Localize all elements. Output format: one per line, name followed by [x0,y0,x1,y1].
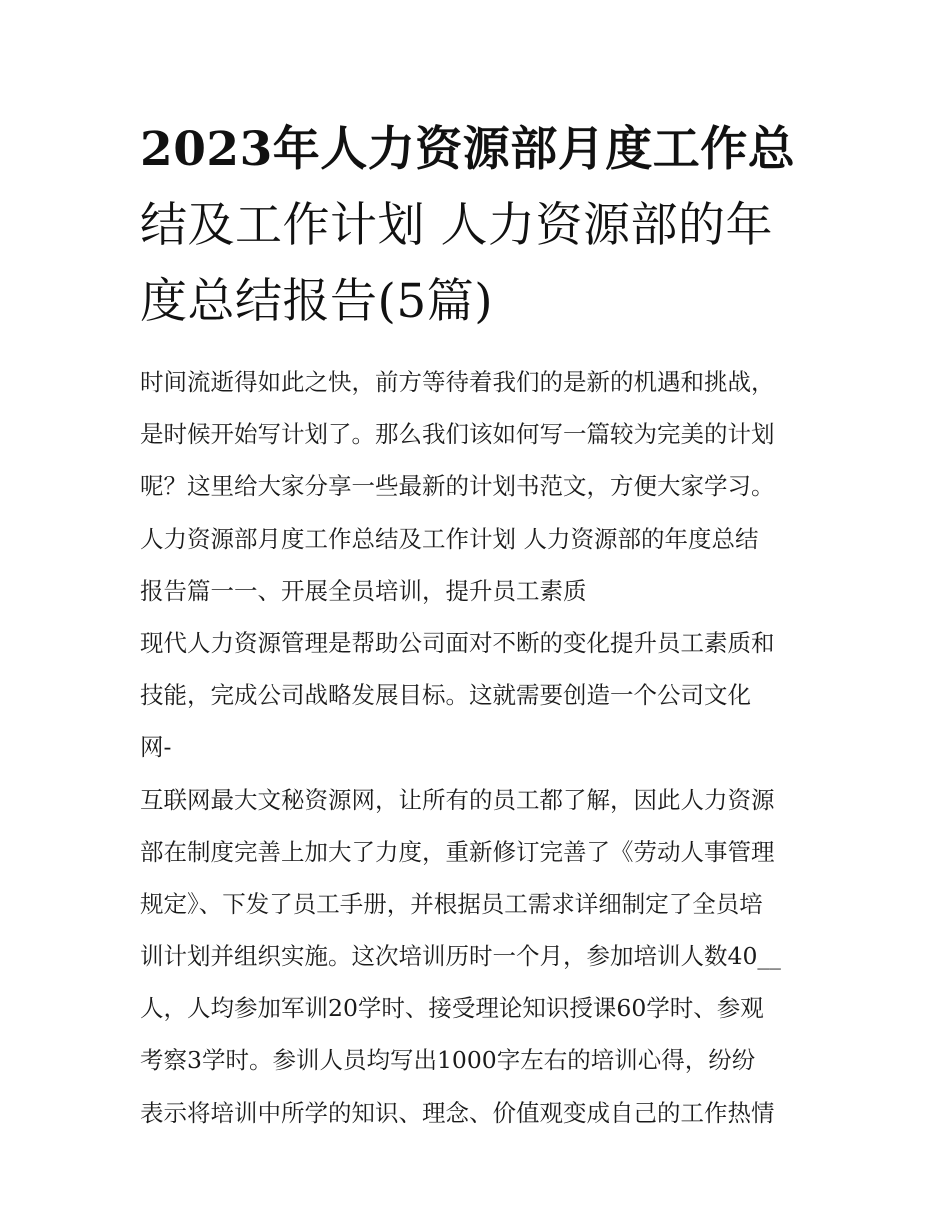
body-line-5: 报告篇一一、开展全员培训，提升员工素质 [140,576,587,605]
body-line-15: 表示将培训中所学的知识、理念、价值观变成自己的工作热情 [140,1098,775,1127]
body-line-11: 规定》、下发了员工手册，并根据员工需求详细制定了全员培 [140,889,763,918]
document-body [140,356,820,1139]
body-line-12: 训计划并组织实施。这次培训历时一个月，参加培训人数40__ [140,942,781,971]
body-line-6: 现代人力资源管理是帮助公司面对不断的变化提升员工素质和 [140,628,775,657]
body-line-4: 人力资源部月度工作总结及工作计划 人力资源部的年度总结 [140,524,759,553]
body-line-14: 考察3学时。参训人员均写出1000字左右的培训心得，纷纷 [140,1046,756,1075]
title-line-1: 2023年人力资源部月度工作总 [140,122,796,177]
title-line-3: 度总结报告(5篇) [140,274,494,329]
document-page [140,112,820,1139]
body-line-9: 互联网最大文秘资源网，让所有的员工都了解，因此人力资源 [140,785,775,814]
body-line-10: 部在制度完善上加大了力度，重新修订完善了《劳动人事管理 [140,837,775,866]
title-line-2: 结及工作计划 人力资源部的年 [140,198,773,253]
body-line-7: 技能，完成公司战略发展目标。这就需要创造一个公司文化 [140,681,751,710]
body-line-1: 时间流逝得如此之快，前方等待着我们的是新的机遇和挑战， [140,368,775,396]
body-line-13: 人，人均参加军训20学时、接受理论知识授课60学时、参观 [140,994,764,1023]
document-title [140,112,820,340]
body-line-8: 网- [140,733,172,762]
body-line-3: 呢？这里给大家分享一些最新的计划书范文，方便大家学习。 [140,472,775,501]
body-line-2: 是时候开始写计划了。那么我们该如何写一篇较为完美的计划 [140,420,775,449]
